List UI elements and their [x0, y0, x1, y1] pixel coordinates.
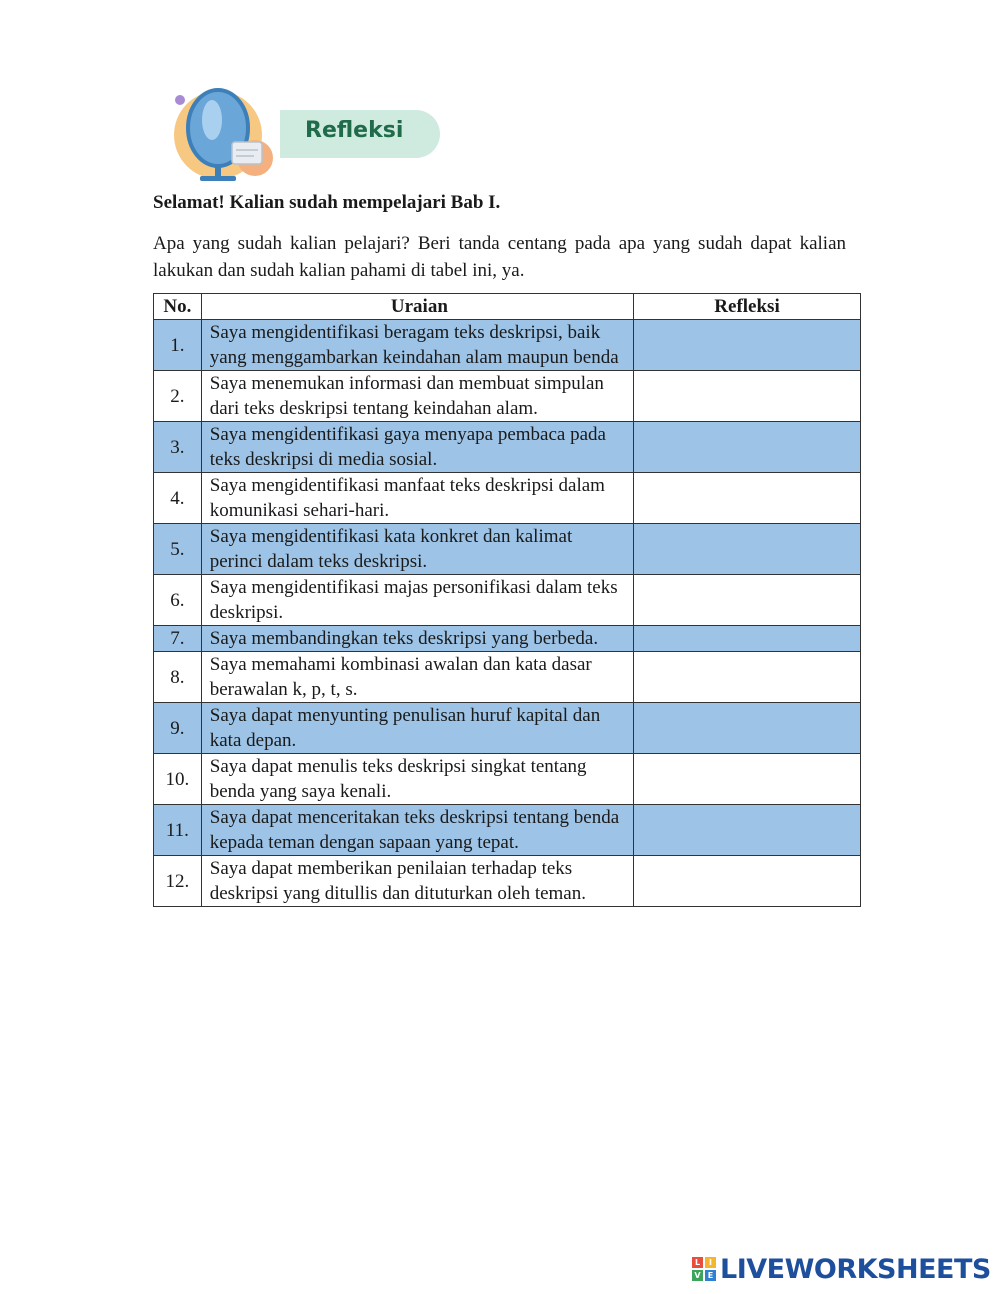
row-description: Saya dapat menyunting penulisan huruf kapital dan kata depan.: [201, 703, 633, 754]
row-description: Saya dapat menulis teks deskripsi singkat tentang benda yang saya kenali.: [201, 754, 633, 805]
row-description: Saya mengidentifikasi kata konkret dan kalimat perinci dalam teks deskripsi.: [201, 524, 633, 575]
reflection-cell[interactable]: [634, 575, 861, 626]
table-row: [154, 805, 861, 856]
table-row: [154, 422, 861, 473]
row-number: 1.: [154, 320, 202, 371]
reflection-cell[interactable]: [634, 754, 861, 805]
liveworksheets-logo: [692, 1252, 991, 1286]
row-description: Saya mengidentifikasi manfaat teks deskripsi dalam komunikasi sehari-hari.: [201, 473, 633, 524]
row-description: Saya mengidentifikasi majas personifikasi dalam teks deskripsi.: [201, 575, 633, 626]
mirror-illustration-icon: [160, 80, 280, 185]
table-row: [154, 575, 861, 626]
row-number: 2.: [154, 371, 202, 422]
row-number: 4.: [154, 473, 202, 524]
table-row: [154, 754, 861, 805]
logo-letter: E: [705, 1270, 716, 1281]
row-number: 9.: [154, 703, 202, 754]
logo-letter: V: [692, 1270, 703, 1281]
table-row: [154, 371, 861, 422]
intro-heading: Selamat! Kalian sudah mempelajari Bab I.: [153, 192, 501, 213]
refleksi-header: [160, 80, 450, 185]
row-description: Saya memahami kombinasi awalan dan kata dasar berawalan k, p, t, s.: [201, 652, 633, 703]
table-row: [154, 856, 861, 907]
row-number: 8.: [154, 652, 202, 703]
row-number: 11.: [154, 805, 202, 856]
reflection-cell[interactable]: [634, 805, 861, 856]
header-no: No.: [154, 294, 202, 320]
logo-wordmark: LIVEWORKSHEETS: [720, 1253, 991, 1285]
row-description: Saya mengidentifikasi gaya menyapa pembaca pada teks deskripsi di media sosial.: [201, 422, 633, 473]
header-refleksi: Refleksi: [634, 294, 861, 320]
row-number: 5.: [154, 524, 202, 575]
row-description: Saya dapat memberikan penilaian terhadap teks deskripsi yang ditullis dan dituturkan oleh teman.: [201, 856, 633, 907]
table-row: [154, 320, 861, 371]
reflection-cell[interactable]: [634, 652, 861, 703]
table-row: [154, 652, 861, 703]
reflection-cell[interactable]: [634, 524, 861, 575]
table-header-row: [154, 294, 861, 320]
reflection-cell[interactable]: [634, 473, 861, 524]
reflection-cell[interactable]: [634, 371, 861, 422]
reflection-cell[interactable]: [634, 320, 861, 371]
header-uraian: Uraian: [201, 294, 633, 320]
row-number: 10.: [154, 754, 202, 805]
table-row: [154, 524, 861, 575]
reflection-cell[interactable]: [634, 626, 861, 652]
logo-letter: I: [705, 1257, 716, 1268]
intro-paragraph: Apa yang sudah kalian pelajari? Beri tanda centang pada apa yang sudah dapat kalian lakukan dan sudah kalian pahami di tabel ini, ya.: [153, 233, 846, 281]
reflection-cell[interactable]: [634, 422, 861, 473]
logo-grid-icon: [692, 1257, 716, 1281]
table-row: [154, 703, 861, 754]
row-number: 6.: [154, 575, 202, 626]
row-number: 3.: [154, 422, 202, 473]
row-description: Saya menemukan informasi dan membuat simpulan dari teks deskripsi tentang keindahan alam.: [201, 371, 633, 422]
table-row: [154, 626, 861, 652]
logo-letter: L: [692, 1257, 703, 1268]
table-row: [154, 473, 861, 524]
row-description: Saya dapat menceritakan teks deskripsi tentang benda kepada teman dengan sapaan yang tepat.: [201, 805, 633, 856]
row-number: 7.: [154, 626, 202, 652]
reflection-cell[interactable]: [634, 703, 861, 754]
row-number: 12.: [154, 856, 202, 907]
reflection-cell[interactable]: [634, 856, 861, 907]
reflection-table: [153, 293, 861, 907]
row-description: Saya membandingkan teks deskripsi yang berbeda.: [201, 626, 633, 652]
section-title: Refleksi: [305, 118, 404, 143]
row-description: Saya mengidentifikasi beragam teks deskripsi, baik yang menggambarkan keindahan alam maupun benda: [201, 320, 633, 371]
